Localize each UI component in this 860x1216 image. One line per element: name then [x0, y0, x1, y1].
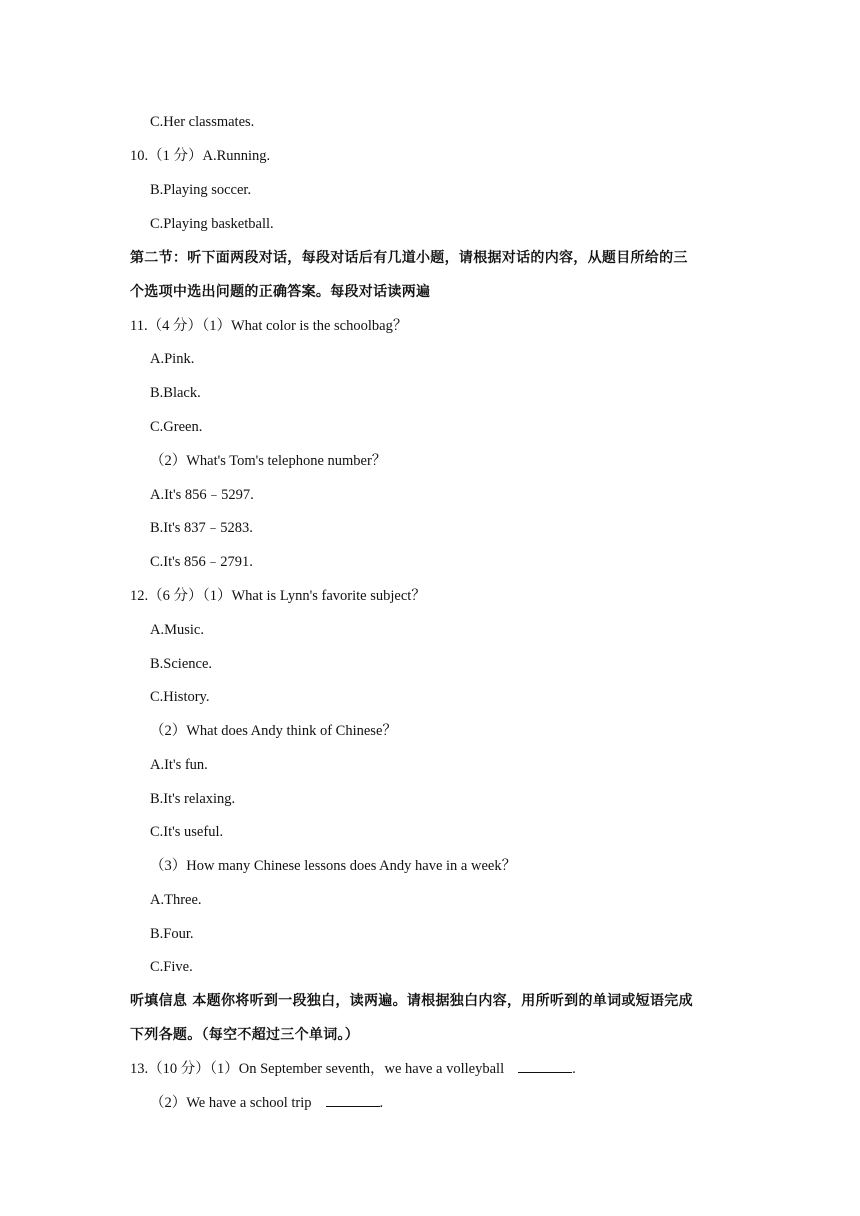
q13-part2-line: （2）We have a school trip . [150, 1095, 384, 1111]
section3-instructions-line1: 听填信息 本题你将听到一段独白，读两遍。请根据独白内容，用所听到的单词或短语完成 [130, 993, 693, 1009]
q12-2-option-c: C.It's useful. [150, 824, 224, 840]
q11-2-option-c: C.It's 856﹣2791. [150, 554, 253, 570]
q10-stem: 10.（1 分）A.Running. [130, 148, 271, 164]
q11-1-option-b: B.Black. [150, 385, 201, 401]
q11-2-option-a: A.It's 856﹣5297. [150, 487, 254, 503]
q12-part3-stem: （3）How many Chinese lessons does Andy have in a week？ [150, 858, 517, 874]
q12-part2-stem: （2）What does Andy think of Chinese？ [150, 723, 397, 739]
q12-2-option-a: A.It's fun. [150, 757, 208, 773]
q9-option-c: C.Her classmates. [150, 114, 255, 130]
q12-1-option-c: C.History. [150, 689, 210, 705]
q11-1-option-a: A.Pink. [150, 351, 195, 367]
q10-option-c: C.Playing basketball. [150, 216, 274, 232]
q12-1-option-b: B.Science. [150, 656, 213, 672]
q12-2-option-b: B.It's relaxing. [150, 791, 236, 807]
q13-stem: 13.（10 分）（1）On September seventh，we have a volleyball [130, 1061, 505, 1077]
q10-option-b: B.Playing soccer. [150, 182, 252, 198]
section2-instructions-line2: 个选项中选出问题的正确答案。每段对话读两遍 [130, 284, 431, 300]
q12-stem: 12.（6 分）（1）What is Lynn's favorite subject？ [130, 588, 426, 604]
q11-2-option-b: B.It's 837﹣5283. [150, 520, 253, 536]
q13-1-answer-blank[interactable] [518, 1060, 572, 1073]
section2-instructions-line1: 第二节：听下面两段对话，每段对话后有几道小题，请根据对话的内容，从题目所给的三 [130, 250, 688, 266]
q12-3-option-b: B.Four. [150, 926, 194, 942]
q13-part2-stem: （2）We have a school trip [150, 1095, 312, 1111]
q13-2-answer-blank[interactable] [326, 1094, 380, 1107]
q11-1-option-c: C.Green. [150, 419, 203, 435]
q13-line: 13.（10 分）（1）On September seventh，we have a volleyball . [130, 1061, 576, 1077]
q11-part2-stem: （2）What's Tom's telephone number？ [150, 453, 387, 469]
q12-1-option-a: A.Music. [150, 622, 204, 638]
q12-3-option-a: A.Three. [150, 892, 202, 908]
q11-stem: 11.（4 分）（1）What color is the schoolbag？ [130, 318, 408, 334]
q12-3-option-c: C.Five. [150, 959, 193, 975]
section3-instructions-line2: 下列各题。（每空不超过三个单词。） [130, 1027, 360, 1043]
